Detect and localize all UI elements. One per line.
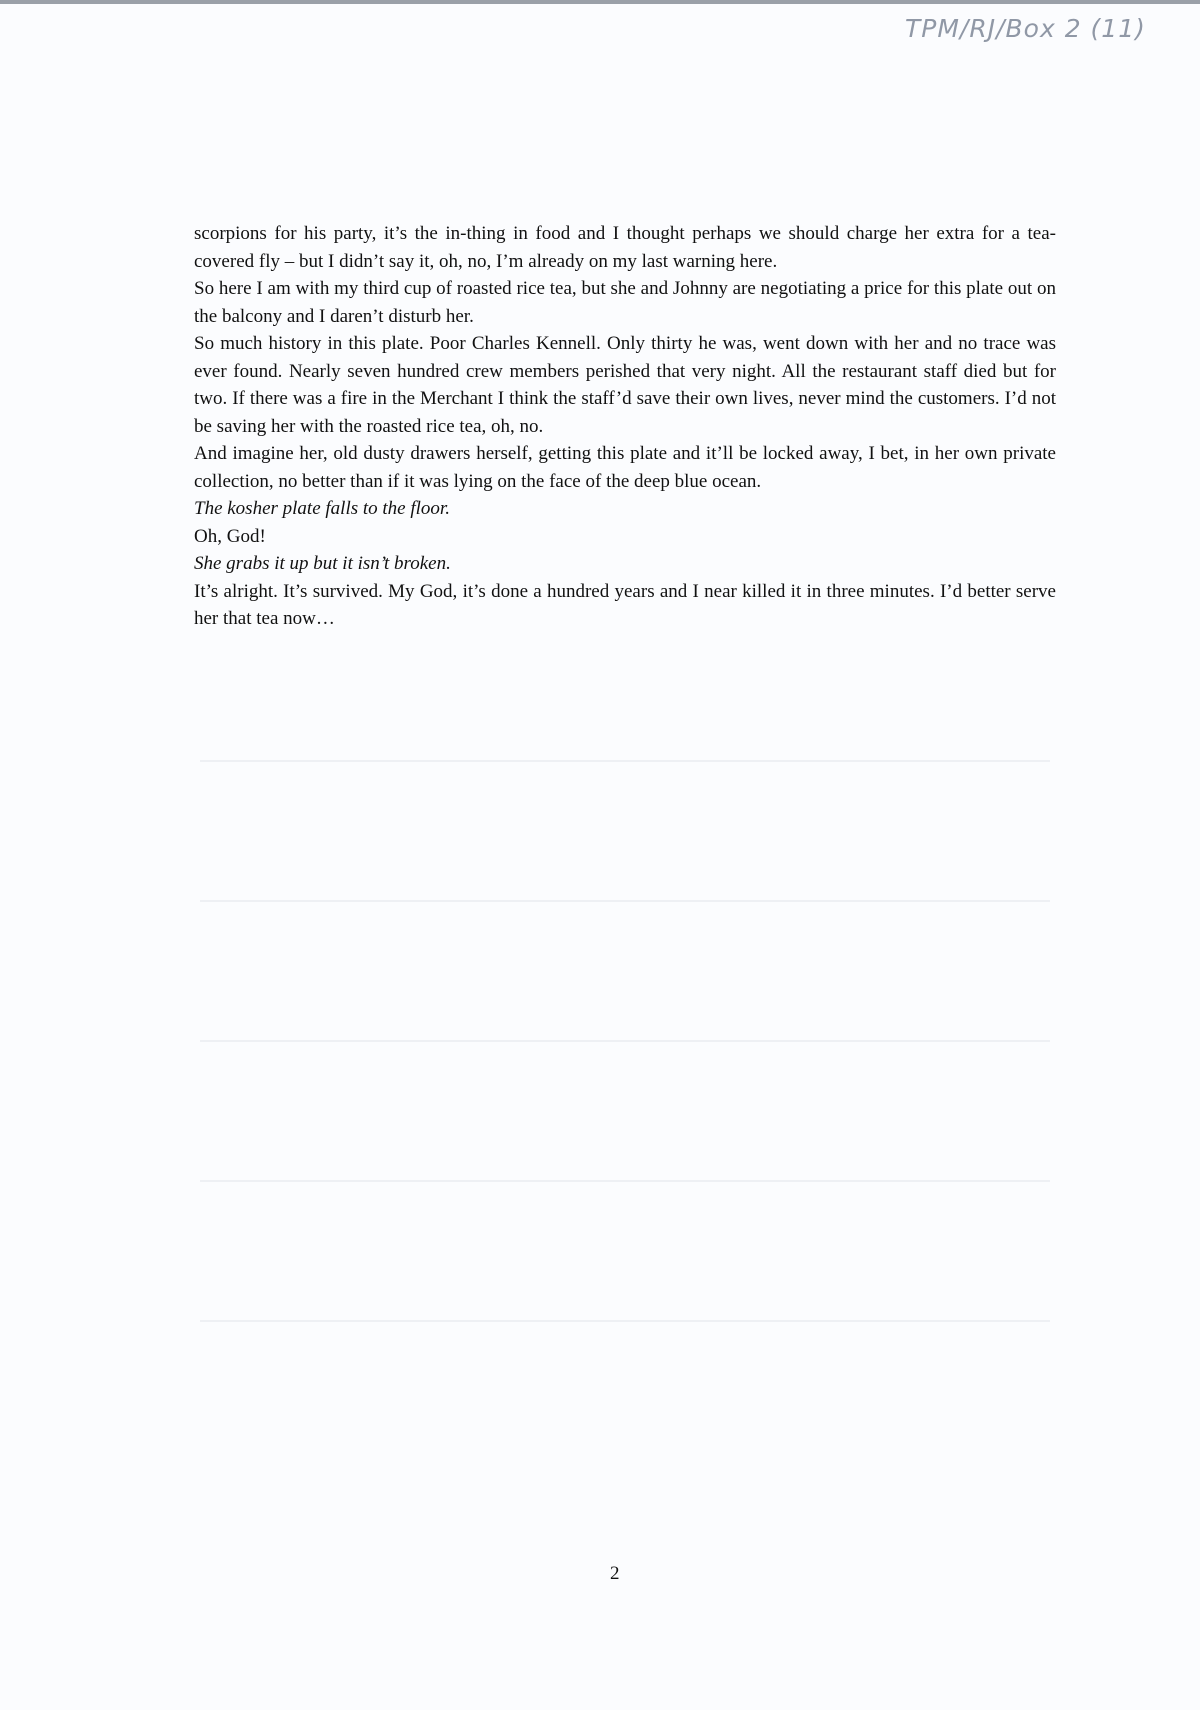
show-through-line	[200, 900, 1050, 902]
scan-edge	[0, 0, 1200, 4]
show-through-line	[200, 1040, 1050, 1042]
script-paragraph: So here I am with my third cup of roasted rice tea, but she and Johnny are negotiating a price for this plate out on the balcony and I daren’t disturb her.	[194, 278, 1056, 327]
show-through-line	[200, 1180, 1050, 1182]
show-through-line	[200, 1320, 1050, 1322]
script-body	[194, 220, 1056, 633]
stage-direction: She grabs it up but it isn’t broken.	[194, 553, 451, 574]
archive-reference: TPM/RJ/Box 2 (11)	[905, 14, 1146, 43]
show-through-line	[200, 760, 1050, 762]
script-paragraph: scorpions for his party, it’s the in-thing in food and I thought perhaps we should charge her extra for a tea-covered fly – but I didn’t say it, oh, no, I’m already on my last warning here.	[194, 223, 1056, 272]
script-paragraph: So much history in this plate. Poor Charles Kennell. Only thirty he was, went down with her and no trace was ever found. Nearly seven hundred crew members perished that very night. All the restaurant staff died but for two. If there was a fire in the Merchant I think the staff’d save their own lives, never mind the customers. I’d not be saving her with the roasted rice tea, oh, no.	[194, 333, 1056, 437]
stage-direction: The kosher plate falls to the floor.	[194, 498, 450, 519]
script-paragraph: Oh, God!	[194, 525, 266, 547]
script-paragraph: It’s alright. It’s survived. My God, it’s done a hundred years and I near killed it in three minutes. I’d better serve her that tea now…	[194, 580, 1056, 629]
page-number: 2	[610, 1563, 620, 1584]
script-paragraph: And imagine her, old dusty drawers herself, getting this plate and it’ll be locked away, I bet, in her own private collection, no better than if it was lying on the face of the deep blue ocean.	[194, 443, 1056, 492]
